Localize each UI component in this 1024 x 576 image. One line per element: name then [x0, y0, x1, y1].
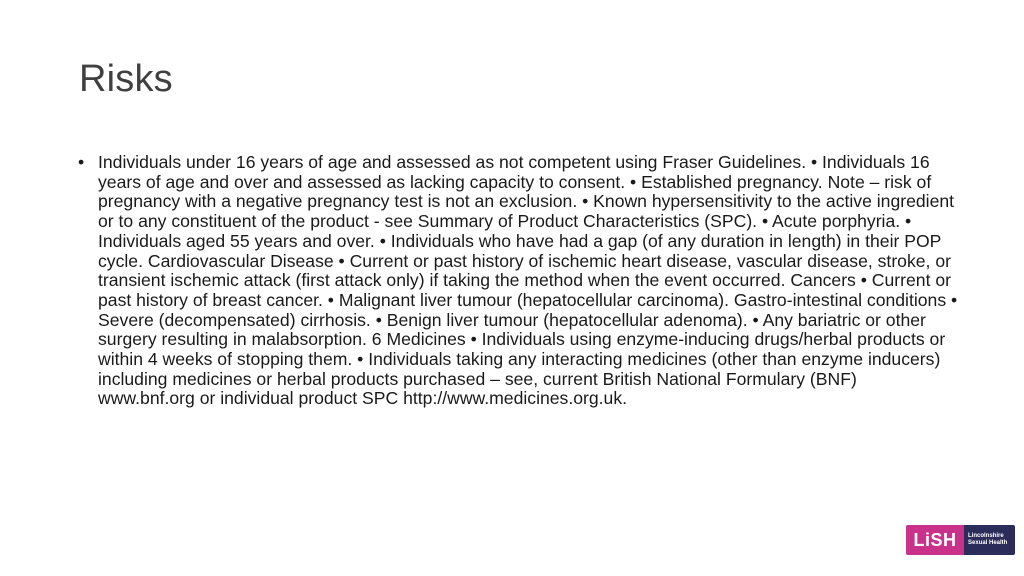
- logo-line-1: Lincolnshire: [968, 533, 1004, 539]
- logo-line-2: Sexual Health: [968, 540, 1008, 546]
- logo-mark: LiSH: [906, 525, 964, 555]
- bullet-icon: •: [78, 152, 85, 172]
- slide-body: [78, 153, 958, 409]
- lish-logo: [906, 525, 1015, 555]
- slide-title: Risks: [79, 58, 173, 100]
- bullet-text: Individuals under 16 years of age and assessed as not competent using Fraser Guidelines. • Individuals 16 years of age and over and assessed as lacking capacity to consent. • Established pregnancy. Note – risk of pregnancy with a negative pregnancy test is not an exclusion. • Known hypersensitivity to the active ingredient or to any constituent of the product - see Summary of Product Characteristics (SPC). • Acute porphyria. • Individuals aged 55 years and over. • Individuals who have had a gap (of any duration in length) in their POP cycle. Cardiovascular Disease • Current or past history of ischemic heart disease, vascular disease, stroke, or transient ischemic attack (first attack only) if taking the method when the event occurred. Cancers • Current or past history of breast cancer. • Malignant liver tumour (hepatocellular carcinoma). Gastro-intestinal conditions • Severe (decompensated) cirrhosis. • Benign liver tumour (hepatocellular adenoma). • Any bariatric or other surgery resulting in malabsorption. 6 Medicines • Individuals using enzyme-inducing drugs/herbal products or within 4 weeks of stopping them. • Individuals taking any interacting medicines (other than enzyme inducers) including medicines or herbal products purchased – see, current British National Formulary (BNF) www.bnf.org or individual product SPC http://www.medicines.org.uk.: [98, 152, 958, 409]
- bullet-item: [78, 153, 958, 409]
- logo-wordmark: [964, 525, 1015, 555]
